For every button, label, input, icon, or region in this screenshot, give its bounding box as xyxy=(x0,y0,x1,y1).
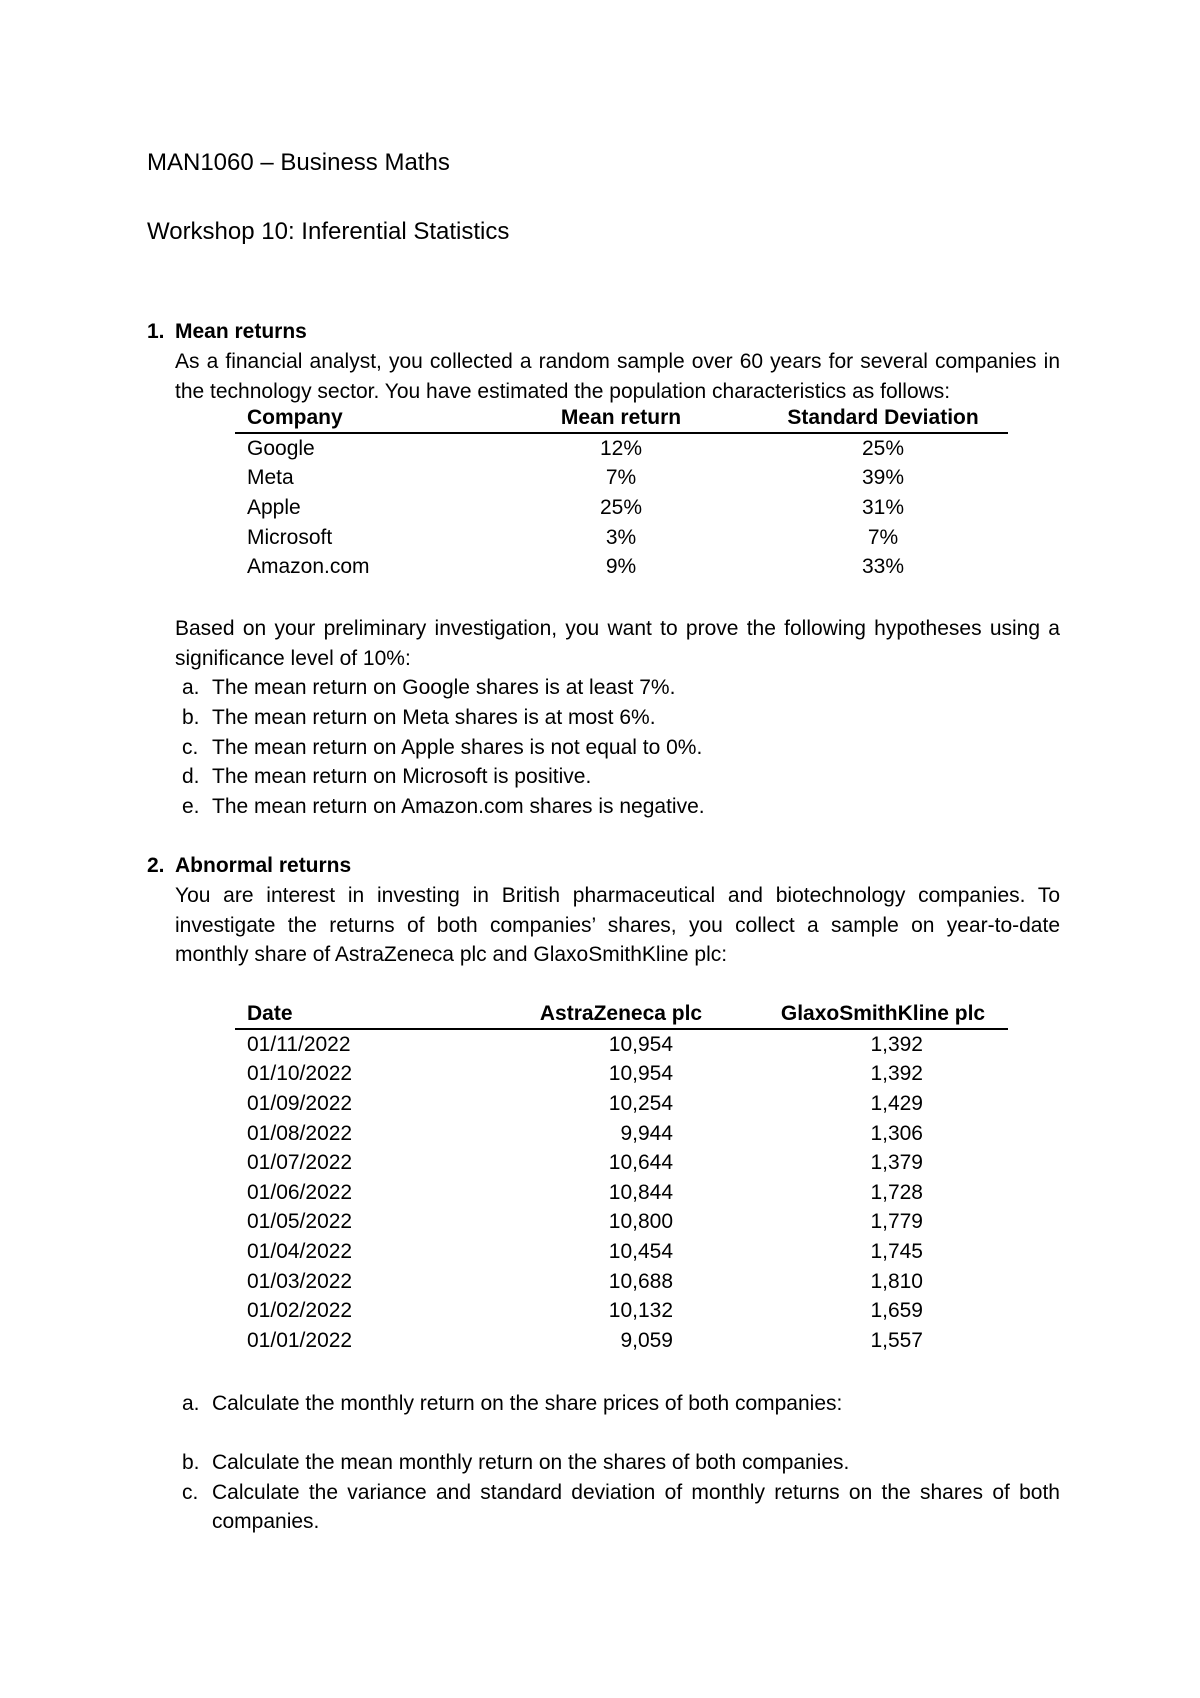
q1-intro xyxy=(175,347,1060,406)
cell-gsk: 1,728 xyxy=(870,1180,923,1204)
cell-gsk: 1,379 xyxy=(870,1151,923,1175)
item-marker: b. xyxy=(182,706,200,729)
item-marker: d. xyxy=(182,765,200,788)
course-title: MAN1060 – Business Maths xyxy=(147,149,450,176)
item-marker: b. xyxy=(182,1451,200,1474)
cell-gsk: 1,745 xyxy=(870,1239,923,1263)
cell-astrazeneca: 10,688 xyxy=(608,1269,673,1293)
cell-company: Google xyxy=(247,436,315,460)
cell-astrazeneca: 10,132 xyxy=(608,1299,673,1323)
cell-std-dev: 39% xyxy=(861,466,905,490)
q2-intro xyxy=(175,881,1060,970)
cell-astrazeneca: 10,954 xyxy=(608,1062,673,1086)
table-row xyxy=(235,523,1008,553)
cell-mean-return: 12% xyxy=(599,436,643,460)
col-header-mean-return: Mean return xyxy=(484,404,758,433)
table-row xyxy=(235,1326,1008,1356)
q2-item-c xyxy=(182,1478,1060,1536)
table-row xyxy=(235,464,1008,494)
cell-gsk: 1,557 xyxy=(870,1328,923,1352)
table-row xyxy=(235,493,1008,523)
cell-astrazeneca: 10,800 xyxy=(608,1210,673,1234)
table-row xyxy=(235,1029,1008,1060)
cell-std-dev: 25% xyxy=(861,436,905,460)
cell-mean-return: 3% xyxy=(605,525,637,549)
workshop-title: Workshop 10: Inferential Statistics xyxy=(147,218,510,245)
cell-astrazeneca: 10,954 xyxy=(608,1032,673,1056)
cell-astrazeneca: 10,844 xyxy=(608,1180,673,1204)
cell-mean-return: 25% xyxy=(599,495,643,519)
cell-std-dev: 33% xyxy=(861,555,905,579)
item-text: Calculate the mean monthly return on the shares of both companies. xyxy=(212,1451,850,1474)
cell-astrazeneca: 9,059 xyxy=(620,1328,673,1352)
cell-gsk: 1,429 xyxy=(870,1091,923,1115)
item-text: The mean return on Meta shares is at most 6%. xyxy=(212,706,656,729)
q2-intro-text: You are interest in investing in British pharmaceutical and biotechnology companies. To investigate the returns of both companies’ shares, you collect a sample on year-to-date monthly share of AstraZeneca plc and GlaxoSmithKline plc: xyxy=(175,884,1060,966)
col-header-date: Date xyxy=(235,1000,484,1029)
cell-company: Meta xyxy=(247,466,294,490)
q1-item-a xyxy=(182,673,676,702)
cell-gsk: 1,779 xyxy=(870,1210,923,1234)
cell-date: 01/04/2022 xyxy=(247,1239,353,1263)
cell-date: 01/02/2022 xyxy=(247,1299,353,1323)
item-text: Calculate the monthly return on the share prices of both companies: xyxy=(212,1392,843,1415)
q2-item-a xyxy=(182,1389,843,1418)
cell-date: 01/10/2022 xyxy=(247,1062,353,1086)
q2-title: Abnormal returns xyxy=(175,854,352,877)
cell-gsk: 1,659 xyxy=(870,1299,923,1323)
q2-number: 2. xyxy=(147,854,165,877)
q1-number: 1. xyxy=(147,320,165,343)
q2-table xyxy=(235,1000,1008,1356)
table-row xyxy=(235,552,1008,582)
item-marker: c. xyxy=(182,1481,199,1504)
q2-item-b xyxy=(182,1448,850,1477)
q1-item-d xyxy=(182,762,592,791)
cell-company: Microsoft xyxy=(247,525,333,549)
q1-table xyxy=(235,404,1008,582)
table-row xyxy=(235,1178,1008,1208)
cell-std-dev: 7% xyxy=(867,525,899,549)
table-row xyxy=(235,1237,1008,1267)
q1-paragraph-text: Based on your preliminary investigation, you want to prove the following hypotheses using a significance level of 10%: xyxy=(175,617,1060,670)
cell-gsk: 1,392 xyxy=(870,1062,923,1086)
cell-date: 01/03/2022 xyxy=(247,1269,353,1293)
item-text: The mean return on Google shares is at least 7%. xyxy=(212,676,676,699)
cell-astrazeneca: 9,944 xyxy=(620,1121,673,1145)
table-row xyxy=(235,1296,1008,1326)
cell-gsk: 1,306 xyxy=(870,1121,923,1145)
cell-astrazeneca: 10,254 xyxy=(608,1091,673,1115)
col-header-astrazeneca: AstraZeneca plc xyxy=(484,1000,758,1029)
cell-date: 01/07/2022 xyxy=(247,1151,353,1175)
cell-date: 01/11/2022 xyxy=(247,1032,351,1056)
q1-intro-text: As a financial analyst, you collected a random sample over 60 years for several companies in the technology sector. You have estimated the population characteristics as follows: xyxy=(175,350,1060,403)
table-row xyxy=(235,1148,1008,1178)
cell-astrazeneca: 10,454 xyxy=(608,1239,673,1263)
q1-item-c xyxy=(182,733,703,762)
col-header-std-dev: Standard Deviation xyxy=(758,404,1008,433)
cell-company: Apple xyxy=(247,495,301,519)
table-row xyxy=(235,1267,1008,1297)
table-header-row xyxy=(235,1000,1008,1029)
q1-item-b xyxy=(182,703,656,732)
q1-title: Mean returns xyxy=(175,320,307,343)
cell-std-dev: 31% xyxy=(861,495,905,519)
table-row xyxy=(235,1060,1008,1090)
col-header-gsk: GlaxoSmithKline plc xyxy=(758,1000,1008,1029)
item-marker: a. xyxy=(182,1392,200,1415)
q1-paragraph xyxy=(175,614,1060,673)
cell-gsk: 1,810 xyxy=(870,1269,923,1293)
table-row xyxy=(235,1089,1008,1119)
item-text: The mean return on Apple shares is not equal to 0%. xyxy=(212,736,703,759)
cell-date: 01/08/2022 xyxy=(247,1121,353,1145)
q1-item-e xyxy=(182,792,705,821)
item-text: Calculate the variance and standard deviation of monthly returns on the shares of both companies. xyxy=(212,1481,1060,1533)
table-row xyxy=(235,1208,1008,1238)
cell-date: 01/05/2022 xyxy=(247,1210,353,1234)
cell-date: 01/01/2022 xyxy=(247,1328,353,1352)
cell-gsk: 1,392 xyxy=(870,1032,923,1056)
cell-company: Amazon.com xyxy=(247,555,370,579)
table-header-row xyxy=(235,404,1008,433)
cell-mean-return: 9% xyxy=(605,555,637,579)
item-marker: a. xyxy=(182,676,200,699)
item-text: The mean return on Microsoft is positive. xyxy=(212,765,592,788)
table-row xyxy=(235,433,1008,464)
cell-date: 01/09/2022 xyxy=(247,1091,353,1115)
table-row xyxy=(235,1119,1008,1149)
cell-astrazeneca: 10,644 xyxy=(608,1151,673,1175)
item-marker: e. xyxy=(182,795,200,818)
col-header-company: Company xyxy=(235,404,484,433)
cell-date: 01/06/2022 xyxy=(247,1180,353,1204)
item-marker: c. xyxy=(182,736,199,759)
cell-mean-return: 7% xyxy=(605,466,637,490)
item-text: The mean return on Amazon.com shares is negative. xyxy=(212,795,705,818)
